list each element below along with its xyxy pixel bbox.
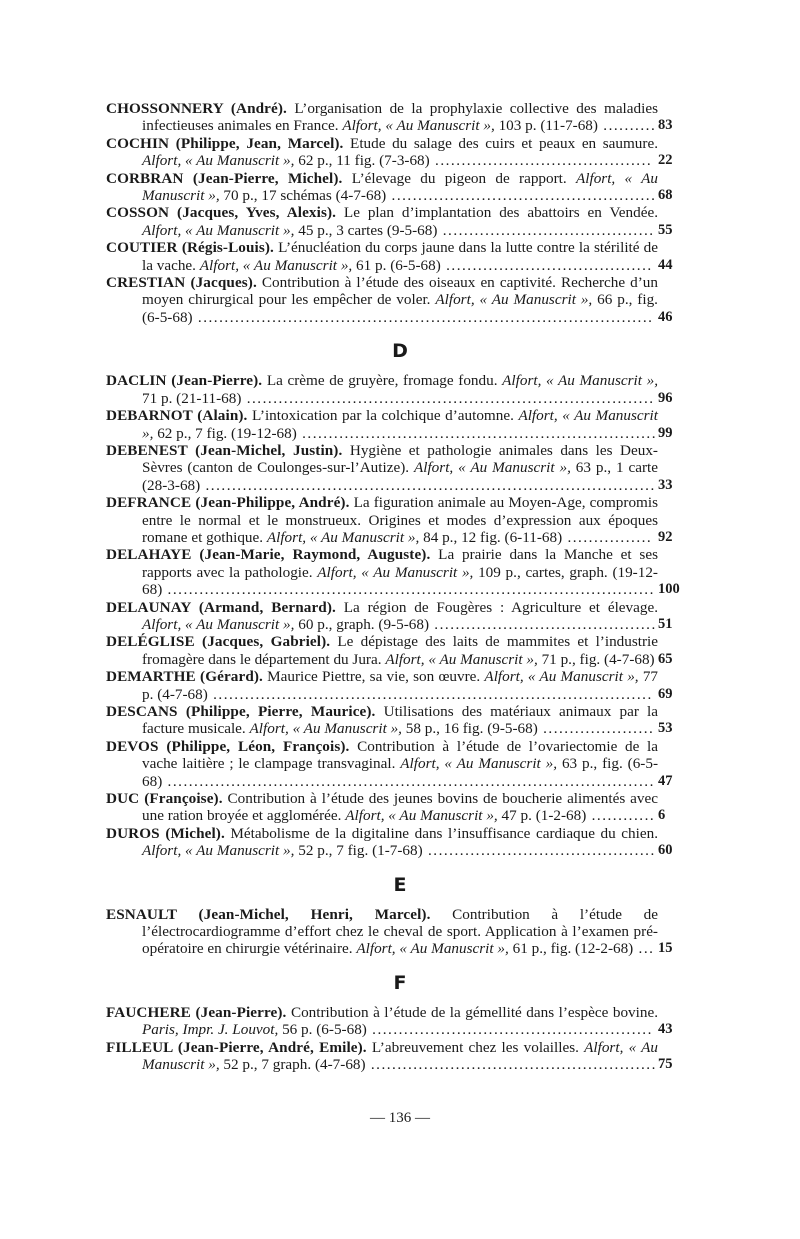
publisher: Alfort, « Au Manuscrit », bbox=[249, 720, 402, 738]
author-name: CHOSSONNERY (André). bbox=[106, 100, 287, 117]
publisher: Alfort, « Au Manuscrit », bbox=[142, 169, 658, 205]
dot-leader: ..................... bbox=[537, 720, 655, 738]
dot-leader: ............................................................................. bbox=[241, 389, 655, 407]
pagination-date: 56 p. (6-5-68) bbox=[278, 1021, 367, 1039]
bibliography-entry: DUC (Françoise). Contribution à l’étude des jeunes bovins de boucherie alimentés avec une ration broyée et agglomérée. Alfort, « Au Manuscrit », 47 p. (1-2-68) ............ 6 bbox=[106, 790, 666, 825]
dot-leader: ....................................... bbox=[440, 256, 653, 274]
publisher: Alfort, « Au Manuscrit », bbox=[142, 221, 295, 239]
author-name: DESCANS (Philippe, Pierre, Maurice). bbox=[106, 703, 376, 720]
dot-leader: ......................................... bbox=[429, 152, 653, 170]
author-name: CORBRAN (Jean-Pierre, Michel). bbox=[106, 169, 343, 187]
bibliography-entry: DEBARNOT (Alain). L’intoxication par la colchique d’automne. Alfort, « Au Manuscrit », 62 p., 7 fig. (19-12-68) ................................................................... 99 bbox=[106, 407, 673, 442]
publisher: Alfort, « Au Manuscrit », bbox=[142, 615, 295, 633]
pagination-date: 58 p., 16 fig. (9-5-68) bbox=[401, 720, 538, 738]
publisher: Alfort, « Au Manuscrit », bbox=[142, 1038, 658, 1074]
pagination-date: 62 p., 11 fig. (7-3-68) bbox=[294, 152, 430, 170]
author-name: FILLEUL (Jean-Pierre, André, Emile). bbox=[106, 1038, 367, 1056]
bibliography-entry: CHOSSONNERY (André). L’organisation de la prophylaxie collective des maladies infectieuses animales en France. Alfort, « Au Manuscrit », 103 p. (11-7-68) .......... 83 bbox=[106, 100, 673, 135]
bibliography-entry: FILLEUL (Jean-Pierre, André, Emile). L’abreuvement chez les volailles. Alfort, « Au Manuscrit », 52 p., 7 graph. (4-7-68) ...................................................... 75 bbox=[106, 1038, 673, 1074]
bibliography-entry: ESNAULT (Jean-Michel, Henri, Marcel). Contribution à l’étude de l’électrocardiogramme d’effort chez le cheval de sport. Application à l’examen pré-opératoire en chirurgie vétérinaire. Alfort, « Au Manuscrit », 61 p., fig. (12-2-68) ... 15 bbox=[106, 905, 673, 958]
pagination-date: 60 p., graph. (9-5-68) bbox=[294, 615, 429, 633]
publisher: Alfort, « Au Manuscrit », bbox=[142, 842, 295, 860]
author-name: COUTIER (Régis-Louis). bbox=[106, 239, 274, 257]
publisher: Alfort, « Au Manuscrit », bbox=[435, 291, 593, 309]
publisher: Alfort, « Au Manuscrit », bbox=[385, 650, 538, 668]
pagination-date: 77 p. (4-7-68) bbox=[142, 668, 659, 703]
bibliography-entry: DELÉGLISE (Jacques, Gabriel). Le dépistage des laits de mammites et l’industrie fromagère dans le département du Jura. Alfort, « Au Manuscrit », 71 p., fig. (4-7-68) 65 bbox=[106, 633, 673, 668]
section-letter: D bbox=[392, 340, 408, 363]
pagination-date: 62 p., 7 fig. (19-12-68) bbox=[153, 424, 297, 442]
publisher: Alfort, « Au Manuscrit », bbox=[356, 940, 509, 958]
bibliography-entry: DEVOS (Philippe, Léon, François). Contribution à l’étude de l’ovariectomie de la vache laitière ; le clampage transvaginal. Alfort, « Au Manuscrit », 63 p., fig. (6-5-68) ............................................................................................ 47 bbox=[106, 737, 673, 790]
author-name: DUROS (Michel). bbox=[106, 824, 225, 842]
author-name: DEBARNOT (Alain). bbox=[106, 407, 248, 425]
bibliography-entry: CRESTIAN (Jacques). Contribution à l’étude des oiseaux en captivité. Recherche d’un moyen chirurgical pour les empêcher de voler. Alfort, « Au Manuscrit », 66 p., fig. (6-5-68) ...................................................................................... 46 bbox=[106, 274, 673, 326]
publisher: Alfort, « Au Manuscrit », bbox=[266, 528, 420, 546]
thesis-title: L’abreuvement chez les volailles. bbox=[366, 1038, 585, 1056]
thesis-title: L’élevage du pigeon de rapport. bbox=[342, 169, 576, 187]
author-name: CRESTIAN (Jacques). bbox=[106, 274, 257, 292]
section-letter: F bbox=[393, 971, 407, 994]
pagination-date: 70 p., 17 schémas (4-7-68) bbox=[219, 187, 387, 205]
dot-leader: ................................................................... bbox=[296, 424, 657, 442]
bibliography-entry: FAUCHERE (Jean-Pierre). Contribution à l’étude de la gémellité dans l’espèce bovine. Paris, Impr. J. Louvot, 56 p. (6-5-68) ..................................................... 43 bbox=[106, 1003, 673, 1039]
publisher: Alfort, « Au Manuscrit », bbox=[484, 668, 639, 686]
author-name: DELAUNAY (Armand, Bernard). bbox=[106, 598, 336, 616]
pagination-date: 109 p., cartes, graph. (19-12-68) bbox=[142, 563, 658, 599]
author-name: DEFRANCE (Jean-Philippe, André). bbox=[106, 494, 350, 512]
thesis-title: Etude du salage des cuirs et peaux en saumure. bbox=[343, 134, 658, 152]
bibliography-entry: COCHIN (Philippe, Jean, Marcel). Etude du salage des cuirs et peaux en saumure. Alfort, « Au Manuscrit », 62 p., 11 fig. (7-3-68) ......................................... 22 bbox=[106, 134, 673, 170]
pagination-date: 52 p., 7 fig. (1-7-68) bbox=[294, 842, 423, 860]
author-name: ESNAULT (Jean-Michel, Henri, Marcel). bbox=[106, 905, 431, 923]
dot-leader: ........................................... bbox=[422, 842, 656, 860]
bibliography-entry: DACLIN (Jean-Pierre). La crème de gruyère, fromage fondu. Alfort, « Au Manuscrit », 71 p. (21-11-68) ............................................................................. 96 bbox=[106, 372, 673, 407]
bibliography-entry: COSSON (Jacques, Yves, Alexis). Le plan d’implantation des abattoirs en Vendée. Alfort, « Au Manuscrit », 45 p., 3 cartes (9-5-68) ........................................ 55 bbox=[106, 204, 673, 239]
thesis-title: Métabolisme de la digitaline dans l’insuffisance cardiaque du chien. bbox=[224, 824, 658, 842]
author-name: DUC (Françoise). bbox=[106, 790, 223, 808]
bibliography-entry: COUTIER (Régis-Louis). L’énucléation du corps jaune dans la lutte contre la stérilité de la vache. Alfort, « Au Manuscrit », 61 p. (6-5-68) ....................................... 44 bbox=[106, 239, 673, 274]
dot-leader: ............ bbox=[586, 807, 656, 825]
dot-leader: ............................................................................................ bbox=[162, 772, 655, 790]
publisher: Alfort, « Au Manuscrit », bbox=[400, 755, 558, 773]
pagination-date: 71 p., fig. (4-7-68) bbox=[537, 650, 655, 668]
bibliography-entry: DEMARTHE (Gérard). Maurice Piettre, sa vie, son œuvre. Alfort, « Au Manuscrit », 77 p. (4-7-68) ................................................................................... 69 bbox=[106, 668, 673, 703]
publisher: Paris, Impr. J. Louvot, bbox=[142, 1021, 279, 1039]
author-name: DACLIN (Jean-Pierre). bbox=[106, 372, 263, 390]
thesis-title: La prairie dans la Manche et ses rapports avec la pathologie. bbox=[142, 546, 658, 581]
pagination-date: 52 p., 7 graph. (4-7-68) bbox=[219, 1056, 366, 1074]
thesis-title: L’organisation de la prophylaxie collective des maladies infectieuses animales en France. bbox=[142, 100, 658, 135]
dot-leader: ...................................................... bbox=[365, 1056, 657, 1074]
bibliography-entry: DEFRANCE (Jean-Philippe, André). La figuration animale au Moyen-Age, compromis entre le normal et le monstrueux. Origines et modes d’expression aux époques romane et gothique. Alfort, « Au Manuscrit », 84 p., 12 fig. (6-11-68) ................ 92 bbox=[106, 494, 673, 546]
pagination-date: 63 p., fig. (6-5-68) bbox=[142, 755, 658, 790]
pagination-date: 103 p. (11-7-68) bbox=[494, 117, 598, 135]
thesis-title: La crème de gruyère, fromage fondu. bbox=[262, 372, 503, 390]
dot-leader: ... bbox=[633, 940, 655, 958]
thesis-title: La figuration animale au Moyen-Age, compromis entre le normal et le monstrueux. Origines et modes d’expression aux époques romane et gothique. bbox=[142, 494, 658, 546]
thesis-title: L’intoxication par la colchique d’automne. bbox=[247, 407, 519, 425]
bibliography-entry: DESCANS (Philippe, Pierre, Maurice). Utilisations des matériaux animaux par la facture musicale. Alfort, « Au Manuscrit », 58 p., 16 fig. (9-5-68) ..................... 53 bbox=[106, 703, 673, 738]
bibliography-entry: DUROS (Michel). Métabolisme de la digitaline dans l’insuffisance cardiaque du chien. Alfort, « Au Manuscrit », 52 p., 7 fig. (1-7-68) ........................................... 60 bbox=[106, 824, 673, 860]
thesis-title: Contribution à l’étude des jeunes bovins de boucherie alimentés avec une ration broyée et agglomérée. bbox=[142, 790, 658, 825]
publisher: Alfort, « Au Manuscrit », bbox=[317, 563, 474, 581]
thesis-title: Maurice Piettre, sa vie, son œuvre. bbox=[262, 668, 485, 686]
publisher: Alfort, « Au Manuscrit », bbox=[199, 256, 353, 274]
thesis-title: Hygiène et pathologie animales dans les Deux-Sèvres (canton de Coulonges-sur-l’Autize). bbox=[142, 441, 658, 477]
thesis-title: L’énucléation du corps jaune dans la lutte contre la stérilité de la vache. bbox=[142, 239, 658, 274]
author-name: DELÉGLISE (Jacques, Gabriel). bbox=[106, 633, 331, 651]
bibliography-page bbox=[106, 100, 694, 1074]
bibliography-entry: DELAUNAY (Armand, Bernard). La région de Fougères : Agriculture et élevage. Alfort, « Au Manuscrit », 60 p., graph. (9-5-68) .......................................... 51 bbox=[106, 598, 673, 633]
thesis-title: Le plan d’implantation des abattoirs en Vendée. bbox=[336, 204, 658, 222]
dot-leader: ..................................................... bbox=[366, 1021, 653, 1039]
author-name: DEBENEST (Jean-Michel, Justin). bbox=[106, 441, 343, 459]
bibliography-entry: DEBENEST (Jean-Michel, Justin). Hygiène et pathologie animales dans les Deux-Sèvres (canton de Coulonges-sur-l’Autize). Alfort, « Au Manuscrit », 63 p., 1 carte (28-3-68) ..................................................................................... 33 bbox=[106, 441, 673, 494]
section-letter: E bbox=[393, 873, 407, 896]
dot-leader: .......................................... bbox=[429, 615, 657, 633]
bibliography-entry: CORBRAN (Jean-Pierre, Michel). L’élevage du pigeon de rapport. Alfort, « Au Manuscrit », 70 p., 17 schémas (4-7-68) .................................................. 68 bbox=[106, 169, 673, 205]
author-name: COCHIN (Philippe, Jean, Marcel). bbox=[106, 134, 344, 152]
dot-leader: ........................................ bbox=[437, 221, 655, 239]
pagination-date: 61 p. (6-5-68) bbox=[352, 256, 441, 274]
thesis-title: Contribution à l’étude de l’ovariectomie de la vache laitière ; le clampage transvaginal. bbox=[142, 737, 659, 773]
thesis-title: Le dépistage des laits de mammites et l’industrie fromagère dans le département du Jura. bbox=[142, 633, 658, 668]
publisher: Alfort, « Au Manuscrit », bbox=[142, 152, 295, 170]
dot-leader: ..................................................................................... bbox=[200, 476, 656, 494]
thesis-title: Contribution à l’étude de la gémellité dans l’espèce bovine. bbox=[286, 1003, 658, 1021]
dot-leader: ................ bbox=[562, 528, 653, 546]
pagination-date: 71 p. (21-11-68) bbox=[142, 389, 242, 407]
publisher: Alfort, « Au Manuscrit », bbox=[142, 407, 658, 442]
dot-leader: ................................................................................... bbox=[207, 685, 653, 703]
pagination-date: 66 p., fig. (6-5-68) bbox=[142, 291, 658, 326]
author-name: DEMARTHE (Gérard). bbox=[106, 668, 263, 686]
dot-leader: ............................................................................................ bbox=[162, 581, 655, 599]
author-name: FAUCHERE (Jean-Pierre). bbox=[106, 1003, 287, 1021]
pagination-date: 84 p., 12 fig. (6-11-68) bbox=[419, 528, 563, 546]
dot-leader: ...................................................................................... bbox=[192, 308, 654, 326]
page-number: — 136 — bbox=[370, 1110, 430, 1126]
publisher: Alfort, « Au Manuscrit », bbox=[342, 117, 495, 135]
author-name: COSSON (Jacques, Yves, Alexis). bbox=[106, 204, 337, 222]
pagination-date: 61 p., fig. (12-2-68) bbox=[508, 940, 634, 958]
dot-leader: .......... bbox=[597, 117, 657, 135]
pagination-date: 45 p., 3 cartes (9-5-68) bbox=[294, 221, 438, 239]
dot-leader: .................................................. bbox=[386, 187, 657, 205]
publisher: Alfort, « Au Manuscrit », bbox=[502, 372, 658, 390]
bibliography-entry: DELAHAYE (Jean-Marie, Raymond, Auguste). La prairie dans la Manche et ses rapports avec la pathologie. Alfort, « Au Manuscrit », 109 p., cartes, graph. (19-12-68) ............................................................................................ 100 bbox=[106, 546, 680, 599]
publisher: Alfort, « Au Manuscrit », bbox=[345, 807, 498, 825]
thesis-title: La région de Fougères : Agriculture et élevage. bbox=[335, 598, 658, 616]
author-name: DELAHAYE (Jean-Marie, Raymond, Auguste). bbox=[106, 546, 431, 564]
pagination-date: 63 p., 1 carte (28-3-68) bbox=[142, 459, 658, 494]
thesis-title: Contribution à l’étude des oiseaux en captivité. Recherche d’un moyen chirurgical pour les empêcher de voler. bbox=[142, 274, 658, 309]
thesis-title: Contribution à l’étude de l’électrocardiogramme d’effort chez le cheval de sport. Application à l’examen pré-opératoire en chirurgie vétérinaire. bbox=[142, 905, 658, 958]
pagination-date: 47 p. (1-2-68) bbox=[497, 807, 587, 825]
author-name: DEVOS (Philippe, Léon, François). bbox=[106, 737, 350, 755]
thesis-title: Utilisations des matériaux animaux par la facture musicale. bbox=[142, 703, 658, 738]
publisher: Alfort, « Au Manuscrit », bbox=[413, 459, 571, 477]
